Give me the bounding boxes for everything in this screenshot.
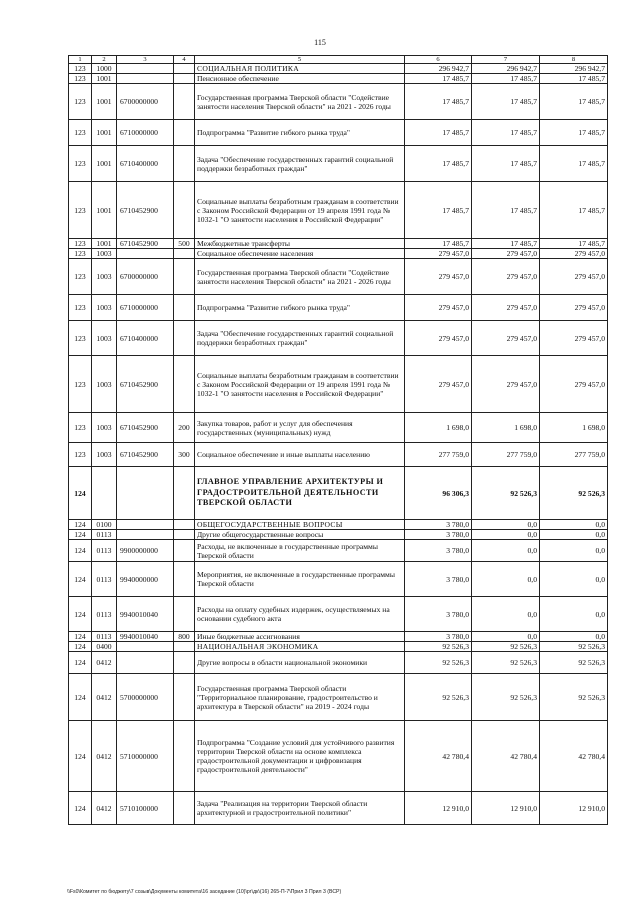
- item-name-cell: Пенсионное обеспечение: [195, 74, 405, 84]
- amount-year1-cell: 279 457,0: [405, 295, 472, 321]
- amount-year1-cell: 92 526,3: [405, 674, 472, 721]
- target-article-cell: 9940010040: [117, 632, 174, 642]
- amount-year3-cell: 12 910,0: [540, 792, 608, 825]
- amount-year2-cell: 279 457,0: [472, 321, 540, 356]
- target-article-cell: 5710100000: [117, 792, 174, 825]
- amount-year3-cell: 0,0: [540, 562, 608, 597]
- target-article-cell: 9900000000: [117, 540, 174, 562]
- column-number: 3: [117, 56, 174, 64]
- amount-year1-cell: 42 780,4: [405, 721, 472, 792]
- expense-type-cell: [174, 356, 195, 413]
- item-name-cell: Социальное обеспечение и иные выплаты населению: [195, 443, 405, 467]
- amount-year3-cell: 279 457,0: [540, 356, 608, 413]
- amount-year3-cell: 279 457,0: [540, 295, 608, 321]
- admin-code-cell: 123: [69, 295, 92, 321]
- table-row: [69, 356, 608, 413]
- item-name-cell: Социальное обеспечение населения: [195, 249, 405, 259]
- table-row: [69, 520, 608, 530]
- amount-year2-cell: 17 485,7: [472, 120, 540, 146]
- item-name-cell: НАЦИОНАЛЬНАЯ ЭКОНОМИКА: [195, 642, 405, 652]
- item-name-cell: Подпрограмма "Создание условий для устойчивого развития территории Тверской области на основе комплекса градостроительной документации и цифровизация градостроительной деятельности": [195, 721, 405, 792]
- amount-year1-cell: 296 942,7: [405, 64, 472, 74]
- admin-code-cell: 123: [69, 74, 92, 84]
- amount-year2-cell: 279 457,0: [472, 356, 540, 413]
- amount-year2-cell: 0,0: [472, 530, 540, 540]
- amount-year3-cell: 279 457,0: [540, 321, 608, 356]
- item-name-cell: Государственная программа Тверской области "Территориальное планирование, градостроительство и архитектура в Тверской области" на 2019 - 2024 годы: [195, 674, 405, 721]
- amount-year2-cell: 42 780,4: [472, 721, 540, 792]
- section-code-cell: 0400: [92, 642, 117, 652]
- amount-year2-cell: 92 526,3: [472, 642, 540, 652]
- admin-code-cell: 124: [69, 652, 92, 674]
- target-article-cell: [117, 642, 174, 652]
- item-name-cell: Задача "Обеспечение государственных гарантий социальной поддержки безработных граждан": [195, 321, 405, 356]
- expense-type-cell: [174, 721, 195, 792]
- admin-code-cell: 124: [69, 642, 92, 652]
- amount-year2-cell: 92 526,3: [472, 467, 540, 520]
- target-article-cell: [117, 74, 174, 84]
- section-code-cell: [92, 467, 117, 520]
- target-article-cell: 9940010040: [117, 597, 174, 632]
- section-code-cell: 1001: [92, 146, 117, 182]
- item-name-cell: Подпрограмма "Развитие гибкого рынка труда": [195, 120, 405, 146]
- column-number: 4: [174, 56, 195, 64]
- table-row: [69, 642, 608, 652]
- item-name-cell: Государственная программа Тверской области "Содействие занятости населения Тверской области" на 2021 - 2026 годы: [195, 84, 405, 120]
- target-article-cell: 6710400000: [117, 321, 174, 356]
- expense-type-cell: [174, 792, 195, 825]
- admin-code-cell: 124: [69, 562, 92, 597]
- target-article-cell: [117, 652, 174, 674]
- file-path-footer: \\Fs0\Комитет по бюджету\7 созыв\Документы комитета\16 заседание (10)\рг\дк\(16) 265-П-7\Прил 3 Прил 3 (ВСР): [67, 889, 342, 895]
- amount-year3-cell: 0,0: [540, 520, 608, 530]
- amount-year3-cell: 92 526,3: [540, 652, 608, 674]
- amount-year2-cell: 92 526,3: [472, 652, 540, 674]
- target-article-cell: [117, 467, 174, 520]
- table-row: [69, 721, 608, 792]
- table-row: [69, 239, 608, 249]
- amount-year3-cell: 296 942,7: [540, 64, 608, 74]
- expense-type-cell: [174, 146, 195, 182]
- section-code-cell: 1003: [92, 249, 117, 259]
- amount-year1-cell: 92 526,3: [405, 642, 472, 652]
- target-article-cell: 6710000000: [117, 295, 174, 321]
- column-number: 6: [405, 56, 472, 64]
- expense-type-cell: [174, 652, 195, 674]
- amount-year3-cell: 0,0: [540, 530, 608, 540]
- admin-code-cell: 124: [69, 467, 92, 520]
- amount-year3-cell: 279 457,0: [540, 249, 608, 259]
- table-row: [69, 64, 608, 74]
- section-code-cell: 1001: [92, 239, 117, 249]
- expense-type-cell: [174, 182, 195, 239]
- expense-type-cell: [174, 84, 195, 120]
- target-article-cell: 6700000000: [117, 84, 174, 120]
- expense-type-cell: [174, 467, 195, 520]
- target-article-cell: [117, 530, 174, 540]
- section-code-cell: 1001: [92, 182, 117, 239]
- amount-year3-cell: 92 526,3: [540, 642, 608, 652]
- amount-year1-cell: 277 759,0: [405, 443, 472, 467]
- amount-year3-cell: 17 485,7: [540, 146, 608, 182]
- amount-year1-cell: 3 780,0: [405, 597, 472, 632]
- admin-code-cell: 124: [69, 674, 92, 721]
- item-name-cell: Иные бюджетные ассигнования: [195, 632, 405, 642]
- item-name-cell: Расходы, не включенные в государственные программы Тверской области: [195, 540, 405, 562]
- amount-year2-cell: 17 485,7: [472, 239, 540, 249]
- section-code-cell: 0113: [92, 530, 117, 540]
- amount-year2-cell: 296 942,7: [472, 64, 540, 74]
- table-row: [69, 182, 608, 239]
- admin-code-cell: 123: [69, 413, 92, 443]
- amount-year2-cell: 17 485,7: [472, 182, 540, 239]
- amount-year1-cell: 279 457,0: [405, 259, 472, 295]
- table-row: [69, 530, 608, 540]
- table-row: [69, 540, 608, 562]
- admin-code-cell: 124: [69, 597, 92, 632]
- budget-table-body: [69, 56, 608, 825]
- section-code-cell: 1003: [92, 295, 117, 321]
- section-code-cell: 0100: [92, 520, 117, 530]
- amount-year1-cell: 1 698,0: [405, 413, 472, 443]
- amount-year1-cell: 3 780,0: [405, 530, 472, 540]
- amount-year2-cell: 277 759,0: [472, 443, 540, 467]
- target-article-cell: 6710452900: [117, 443, 174, 467]
- section-code-cell: 0113: [92, 597, 117, 632]
- amount-year2-cell: 279 457,0: [472, 295, 540, 321]
- section-code-cell: 0113: [92, 562, 117, 597]
- amount-year1-cell: 3 780,0: [405, 520, 472, 530]
- column-number: 7: [472, 56, 540, 64]
- target-article-cell: 6710400000: [117, 146, 174, 182]
- target-article-cell: [117, 249, 174, 259]
- item-name-cell: Другие вопросы в области национальной экономики: [195, 652, 405, 674]
- amount-year1-cell: 17 485,7: [405, 120, 472, 146]
- admin-code-cell: 124: [69, 792, 92, 825]
- item-name-cell: Мероприятия, не включенные в государственные программы Тверской области: [195, 562, 405, 597]
- expense-type-cell: [174, 321, 195, 356]
- admin-code-cell: 124: [69, 520, 92, 530]
- amount-year3-cell: 17 485,7: [540, 239, 608, 249]
- expense-type-cell: [174, 530, 195, 540]
- table-row: [69, 120, 608, 146]
- item-name-cell: Расходы на оплату судебных издержек, осуществляемых на основании судебного акта: [195, 597, 405, 632]
- amount-year2-cell: 0,0: [472, 562, 540, 597]
- amount-year3-cell: 17 485,7: [540, 120, 608, 146]
- amount-year2-cell: 1 698,0: [472, 413, 540, 443]
- amount-year3-cell: 92 526,3: [540, 467, 608, 520]
- section-code-cell: 1000: [92, 64, 117, 74]
- section-code-cell: 1003: [92, 443, 117, 467]
- expense-type-cell: [174, 249, 195, 259]
- expense-type-cell: [174, 520, 195, 530]
- table-row: [69, 321, 608, 356]
- table-row: [69, 443, 608, 467]
- section-code-cell: 0113: [92, 632, 117, 642]
- table-row: [69, 259, 608, 295]
- expense-type-cell: [174, 64, 195, 74]
- section-code-cell: 1003: [92, 321, 117, 356]
- amount-year3-cell: 17 485,7: [540, 182, 608, 239]
- admin-code-cell: 123: [69, 443, 92, 467]
- table-row: [69, 74, 608, 84]
- expense-type-cell: [174, 642, 195, 652]
- table-row: [69, 467, 608, 520]
- expense-type-cell: 300: [174, 443, 195, 467]
- section-code-cell: 0412: [92, 674, 117, 721]
- section-code-cell: 1001: [92, 84, 117, 120]
- amount-year3-cell: 17 485,7: [540, 84, 608, 120]
- column-number-row: [69, 56, 608, 64]
- amount-year3-cell: 42 780,4: [540, 721, 608, 792]
- expense-type-cell: [174, 74, 195, 84]
- section-code-cell: 1003: [92, 259, 117, 295]
- amount-year2-cell: 0,0: [472, 632, 540, 642]
- amount-year2-cell: 12 910,0: [472, 792, 540, 825]
- admin-code-cell: 123: [69, 259, 92, 295]
- expense-type-cell: [174, 259, 195, 295]
- expense-type-cell: [174, 597, 195, 632]
- expense-type-cell: [174, 120, 195, 146]
- amount-year1-cell: 17 485,7: [405, 182, 472, 239]
- table-row: [69, 652, 608, 674]
- item-name-cell: Задача "Реализация на территории Тверской области архитектурной и градостроительной политики": [195, 792, 405, 825]
- target-article-cell: 5700000000: [117, 674, 174, 721]
- admin-code-cell: 123: [69, 249, 92, 259]
- table-row: [69, 792, 608, 825]
- expense-type-cell: [174, 540, 195, 562]
- item-name-cell: ГЛАВНОЕ УПРАВЛЕНИЕ АРХИТЕКТУРЫ И ГРАДОСТРОИТЕЛЬНОЙ ДЕЯТЕЛЬНОСТИ ТВЕРСКОЙ ОБЛАСТИ: [195, 467, 405, 520]
- item-name-cell: Государственная программа Тверской области "Содействие занятости населения Тверской области" на 2021 - 2026 годы: [195, 259, 405, 295]
- amount-year1-cell: 3 780,0: [405, 632, 472, 642]
- table-row: [69, 597, 608, 632]
- amount-year2-cell: 0,0: [472, 597, 540, 632]
- target-article-cell: 6710452900: [117, 413, 174, 443]
- amount-year1-cell: 17 485,7: [405, 239, 472, 249]
- amount-year1-cell: 3 780,0: [405, 562, 472, 597]
- amount-year1-cell: 12 910,0: [405, 792, 472, 825]
- target-article-cell: 6710000000: [117, 120, 174, 146]
- amount-year1-cell: 279 457,0: [405, 249, 472, 259]
- section-code-cell: 1003: [92, 413, 117, 443]
- amount-year3-cell: 92 526,3: [540, 674, 608, 721]
- budget-table: [68, 55, 608, 825]
- table-row: [69, 562, 608, 597]
- target-article-cell: 6710452900: [117, 182, 174, 239]
- admin-code-cell: 123: [69, 321, 92, 356]
- expense-type-cell: 500: [174, 239, 195, 249]
- admin-code-cell: 123: [69, 356, 92, 413]
- page-number: 115: [314, 38, 326, 47]
- target-article-cell: 6710452900: [117, 356, 174, 413]
- amount-year3-cell: 279 457,0: [540, 259, 608, 295]
- section-code-cell: 0113: [92, 540, 117, 562]
- amount-year1-cell: 17 485,7: [405, 146, 472, 182]
- expense-type-cell: 800: [174, 632, 195, 642]
- amount-year1-cell: 3 780,0: [405, 540, 472, 562]
- admin-code-cell: 124: [69, 632, 92, 642]
- admin-code-cell: 123: [69, 120, 92, 146]
- section-code-cell: 1003: [92, 356, 117, 413]
- amount-year1-cell: 17 485,7: [405, 84, 472, 120]
- expense-type-cell: [174, 295, 195, 321]
- amount-year2-cell: 17 485,7: [472, 84, 540, 120]
- item-name-cell: Социальные выплаты безработным гражданам в соответствии с Законом Российской Федерации от 19 апреля 1991 года № 1032-1 "О занятости населения в Российской Федерации": [195, 356, 405, 413]
- item-name-cell: Социальные выплаты безработным гражданам в соответствии с Законом Российской Федерации от 19 апреля 1991 года № 1032-1 "О занятости населения в Российской Федерации": [195, 182, 405, 239]
- admin-code-cell: 124: [69, 530, 92, 540]
- table-row: [69, 84, 608, 120]
- target-article-cell: 6700000000: [117, 259, 174, 295]
- section-code-cell: 1001: [92, 120, 117, 146]
- admin-code-cell: 123: [69, 182, 92, 239]
- amount-year3-cell: 277 759,0: [540, 443, 608, 467]
- amount-year2-cell: 17 485,7: [472, 74, 540, 84]
- item-name-cell: Другие общегосударственные вопросы: [195, 530, 405, 540]
- amount-year1-cell: 279 457,0: [405, 356, 472, 413]
- admin-code-cell: 123: [69, 84, 92, 120]
- amount-year3-cell: 1 698,0: [540, 413, 608, 443]
- amount-year2-cell: 279 457,0: [472, 259, 540, 295]
- expense-type-cell: [174, 562, 195, 597]
- admin-code-cell: 124: [69, 540, 92, 562]
- item-name-cell: СОЦИАЛЬНАЯ ПОЛИТИКА: [195, 64, 405, 74]
- item-name-cell: Закупка товаров, работ и услуг для обеспечения государственных (муниципальных) нужд: [195, 413, 405, 443]
- amount-year3-cell: 0,0: [540, 597, 608, 632]
- column-number: 2: [92, 56, 117, 64]
- table-row: [69, 295, 608, 321]
- column-number: 5: [195, 56, 405, 64]
- table-row: [69, 249, 608, 259]
- column-number: 8: [540, 56, 608, 64]
- target-article-cell: 9940000000: [117, 562, 174, 597]
- table-row: [69, 413, 608, 443]
- table-row: [69, 146, 608, 182]
- amount-year2-cell: 279 457,0: [472, 249, 540, 259]
- admin-code-cell: 123: [69, 146, 92, 182]
- section-code-cell: 0412: [92, 792, 117, 825]
- target-article-cell: 5710000000: [117, 721, 174, 792]
- admin-code-cell: 123: [69, 239, 92, 249]
- item-name-cell: Подпрограмма "Развитие гибкого рынка труда": [195, 295, 405, 321]
- amount-year2-cell: 0,0: [472, 540, 540, 562]
- section-code-cell: 0412: [92, 721, 117, 792]
- item-name-cell: Межбюджетные трансферты: [195, 239, 405, 249]
- amount-year3-cell: 0,0: [540, 540, 608, 562]
- section-code-cell: 1001: [92, 74, 117, 84]
- admin-code-cell: 124: [69, 721, 92, 792]
- target-article-cell: [117, 64, 174, 74]
- table-row: [69, 674, 608, 721]
- amount-year2-cell: 0,0: [472, 520, 540, 530]
- amount-year1-cell: 279 457,0: [405, 321, 472, 356]
- amount-year1-cell: 17 485,7: [405, 74, 472, 84]
- column-number: 1: [69, 56, 92, 64]
- item-name-cell: Задача "Обеспечение государственных гарантий социальной поддержки безработных граждан": [195, 146, 405, 182]
- amount-year1-cell: 92 526,3: [405, 652, 472, 674]
- amount-year3-cell: 17 485,7: [540, 74, 608, 84]
- amount-year1-cell: 96 306,3: [405, 467, 472, 520]
- admin-code-cell: 123: [69, 64, 92, 74]
- item-name-cell: ОБЩЕГОСУДАРСТВЕННЫЕ ВОПРОСЫ: [195, 520, 405, 530]
- amount-year2-cell: 92 526,3: [472, 674, 540, 721]
- table-row: [69, 632, 608, 642]
- target-article-cell: 6710452900: [117, 239, 174, 249]
- amount-year3-cell: 0,0: [540, 632, 608, 642]
- expense-type-cell: 200: [174, 413, 195, 443]
- expense-type-cell: [174, 674, 195, 721]
- section-code-cell: 0412: [92, 652, 117, 674]
- target-article-cell: [117, 520, 174, 530]
- amount-year2-cell: 17 485,7: [472, 146, 540, 182]
